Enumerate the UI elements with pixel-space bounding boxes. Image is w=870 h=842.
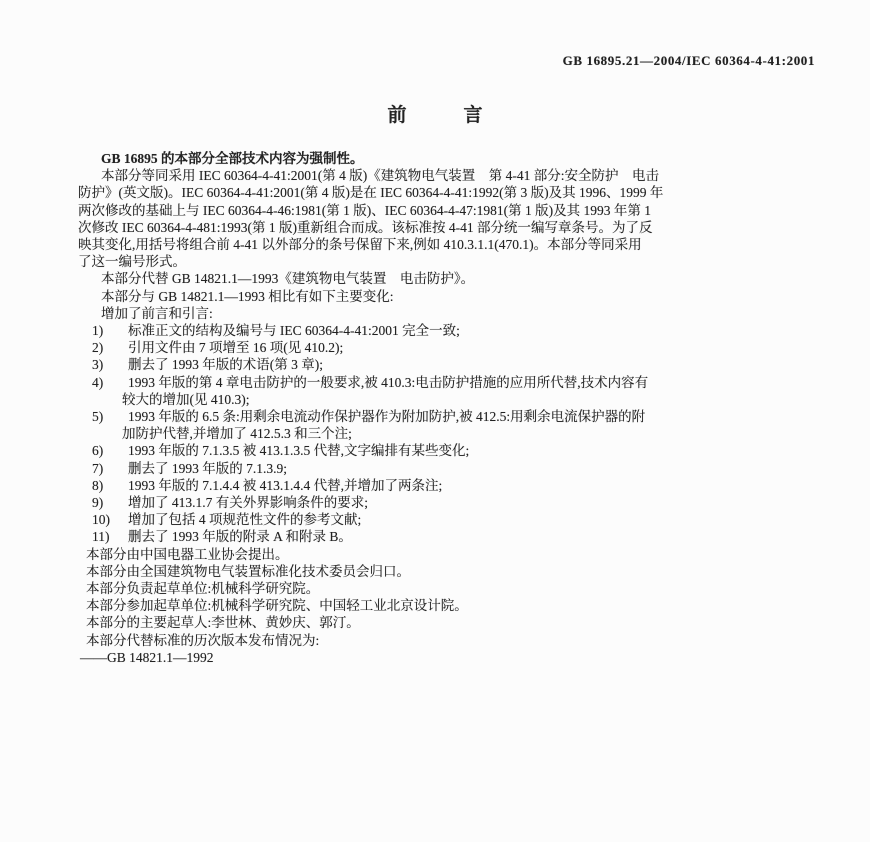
line-text: 1993 年版的第 4 章电击防护的一般要求,被 410.3:电击防护措施的应用所代替,技术内容有 xyxy=(128,374,649,390)
line-text: 本部分负责起草单位:机械科学研究院。 xyxy=(86,581,320,597)
line-text: 本部分由中国电器工业协会提出。 xyxy=(86,546,289,562)
text-line xyxy=(78,356,820,373)
text-line xyxy=(78,546,820,563)
line-text: 删去了 1993 年版的附录 A 和附录 B。 xyxy=(128,529,352,545)
list-number: 7) xyxy=(92,460,104,476)
line-text: ——GB 14821.1—1992 xyxy=(80,649,214,665)
text-line xyxy=(78,632,820,649)
text-line xyxy=(78,494,820,511)
line-text: 1993 年版的 7.1.3.5 被 413.1.3.5 代替,文字编排有某些变化; xyxy=(128,443,470,459)
text-line xyxy=(78,528,820,545)
text-line xyxy=(78,322,820,339)
text-line xyxy=(78,339,820,356)
line-text: GB 16895 的本部分全部技术内容为强制性。 xyxy=(101,151,364,166)
line-text: 加防护代替,并增加了 412.5.3 和三个注; xyxy=(122,426,352,442)
text-line xyxy=(78,460,820,477)
text-line xyxy=(78,580,820,597)
text-line xyxy=(78,150,820,167)
text-line xyxy=(78,477,820,494)
list-number: 4) xyxy=(92,374,104,390)
line-text: 增加了 413.1.7 有关外界影响条件的要求; xyxy=(128,495,369,511)
text-line xyxy=(78,305,820,322)
text-line xyxy=(78,597,820,614)
line-text: 本部分由全国建筑物电气装置标准化技术委员会归口。 xyxy=(86,563,410,579)
line-text: 本部分参加起草单位:机械科学研究院、中国轻工业北京设计院。 xyxy=(86,598,468,614)
text-line xyxy=(78,236,820,253)
line-text: 次修改 IEC 60364-4-481:1993(第 1 版)重新组合而成。该标准按 4-41 部分统一编写章条号。为了反 xyxy=(78,219,653,235)
text-line xyxy=(78,563,820,580)
list-number: 1) xyxy=(92,323,104,339)
text-line xyxy=(78,425,820,442)
text-line xyxy=(78,374,820,391)
text-line xyxy=(78,649,820,666)
line-text: 增加了包括 4 项规范性文件的参考文献; xyxy=(128,512,362,528)
line-text: 本部分代替标准的历次版本发布情况为: xyxy=(86,632,320,648)
text-line xyxy=(78,614,820,631)
text-line xyxy=(78,391,820,408)
text-line xyxy=(78,511,820,528)
standard-number-header: GB 16895.21—2004/IEC 60364-4-41:2001 xyxy=(562,53,815,68)
text-line xyxy=(78,408,820,425)
text-line xyxy=(78,167,820,184)
line-text: 本部分代替 GB 14821.1—1993《建筑物电气装置 电击防护》。 xyxy=(101,271,475,287)
document-body xyxy=(78,150,820,666)
text-line xyxy=(78,442,820,459)
line-text: 较大的增加(见 410.3); xyxy=(122,391,250,407)
text-line xyxy=(78,270,820,287)
text-line xyxy=(78,219,820,236)
text-line xyxy=(78,184,820,201)
list-number: 11) xyxy=(92,529,110,545)
list-number: 10) xyxy=(92,512,110,528)
line-text: 防护》(英文版)。IEC 60364-4-41:2001(第 4 版)是在 IEC 60364-4-41:1992(第 3 版)及其 1996、1999 年 xyxy=(78,185,664,201)
list-number: 9) xyxy=(92,495,104,511)
line-text: 1993 年版的 7.1.4.4 被 413.1.4.4 代替,并增加了两条注; xyxy=(128,477,443,493)
list-number: 3) xyxy=(92,357,104,373)
line-text: 映其变化,用括号将组合前 4-41 以外部分的条号保留下来,例如 410.3.1.1(470.1)。本部分等同采用 xyxy=(78,237,642,253)
list-number: 5) xyxy=(92,409,104,425)
list-number: 6) xyxy=(92,443,104,459)
line-text: 引用文件由 7 项增至 16 项(见 410.2); xyxy=(128,340,344,356)
text-line xyxy=(78,202,820,219)
list-number: 2) xyxy=(92,340,104,356)
text-line xyxy=(78,253,820,270)
line-text: 两次修改的基础上与 IEC 60364-4-46:1981(第 1 版)、IEC 60364-4-47:1981(第 1 版)及其 1993 年第 1 xyxy=(78,202,651,218)
line-text: 本部分与 GB 14821.1—1993 相比有如下主要变化: xyxy=(101,288,394,304)
page-title: 前 言 xyxy=(387,105,483,126)
line-text: 删去了 1993 年版的 7.1.3.9; xyxy=(128,460,288,476)
line-text: 本部分等同采用 IEC 60364-4-41:2001(第 4 版)《建筑物电气装置 第 4-41 部分:安全防护 电击 xyxy=(101,168,659,184)
text-line xyxy=(78,288,820,305)
line-text: 增加了前言和引言: xyxy=(101,305,213,321)
line-text: 了这一编号形式。 xyxy=(78,254,186,270)
line-text: 1993 年版的 6.5 条:用剩余电流动作保护器作为附加防护,被 412.5:用剩余电流保护器的附 xyxy=(128,409,646,425)
line-text: 标准正文的结构及编号与 IEC 60364-4-41:2001 完全一致; xyxy=(128,323,460,339)
list-number: 8) xyxy=(92,477,104,493)
line-text: 删去了 1993 年版的术语(第 3 章); xyxy=(128,357,323,373)
line-text: 本部分的主要起草人:李世林、黄妙庆、郭汀。 xyxy=(86,615,360,631)
